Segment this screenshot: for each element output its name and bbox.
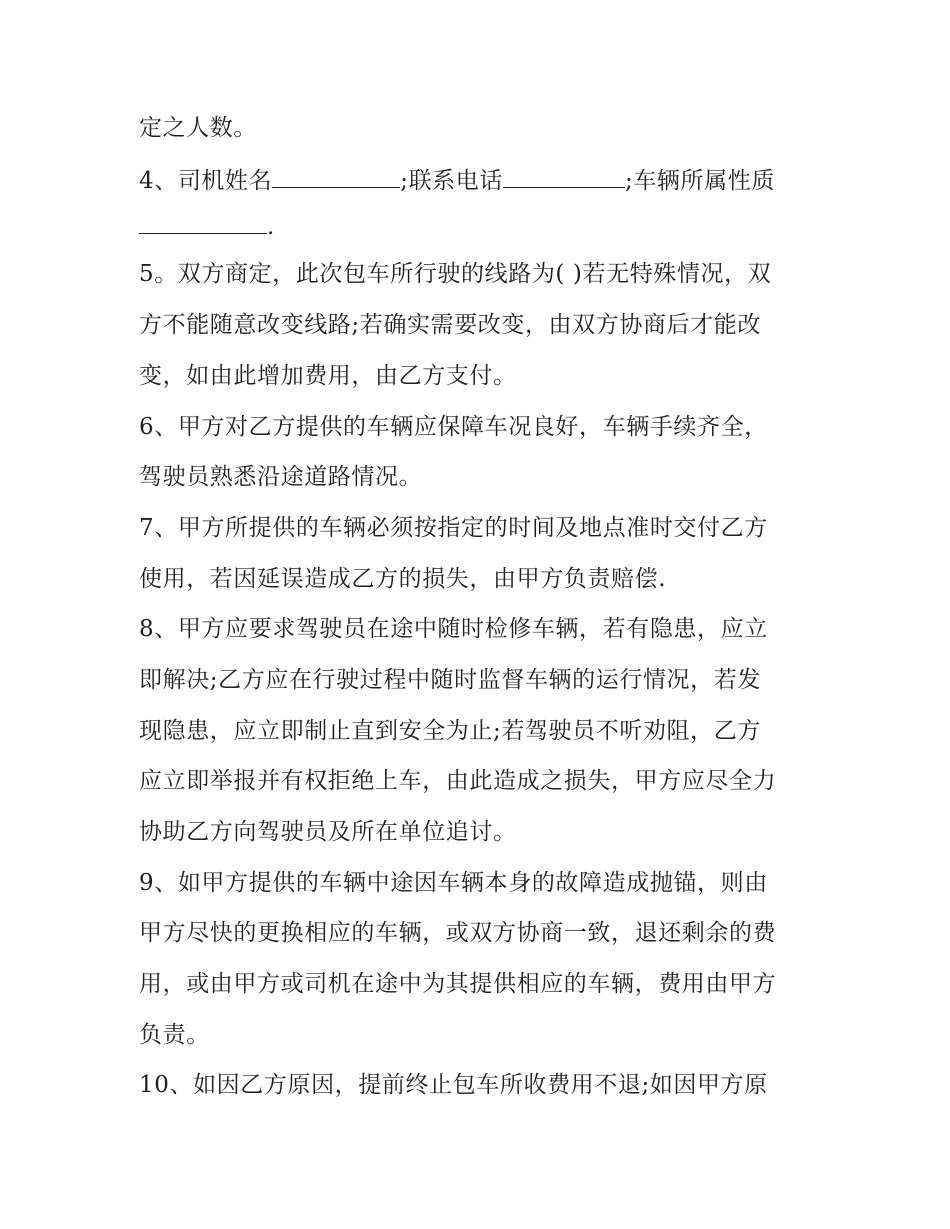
text-line: 即解决;乙方应在行驶过程中随时监督车辆的运行情况，若发	[139, 667, 761, 693]
driver-name-label: 4、司机姓名	[139, 168, 273, 194]
text-line: 应立即举报并有权拒绝上车，由此造成之损失，甲方应尽全力	[139, 768, 777, 794]
text-line: 8、甲方应要求驾驶员在途中随时检修车辆，若有隐患，应立	[139, 616, 768, 642]
text-line: 驾驶员熟悉沿途道路情况。	[139, 464, 423, 490]
text-line: 负责。	[139, 1022, 210, 1048]
vehicle-ownership-blank[interactable]	[139, 209, 267, 234]
text-line: 7、甲方所提供的车辆必须按指定的时间及地点准时交付乙方	[139, 515, 768, 541]
text-line: 6、甲方对乙方提供的车辆应保障车况良好，车辆手续齐全，	[139, 414, 768, 440]
text-line: 现隐患，应立即制止直到安全为止;若驾驶员不听劝阻，乙方	[139, 718, 761, 744]
contact-phone-blank[interactable]	[503, 163, 625, 188]
driver-name-blank[interactable]	[272, 163, 400, 188]
period-text: .	[267, 214, 275, 240]
vehicle-ownership-line	[139, 209, 275, 243]
text-line: 甲方尽快的更换相应的车辆，或双方协商一致，退还剩余的费	[139, 920, 777, 946]
vehicle-ownership-label: ;车辆所属性质	[624, 168, 775, 194]
text-line: 协助乙方向驾驶员及所在单位追讨。	[139, 819, 517, 845]
driver-info-line	[139, 163, 775, 197]
text-line: 定之人数。	[139, 115, 257, 141]
text-line: 方不能随意改变线路;若确实需要改变，由双方协商后才能改	[139, 312, 761, 338]
text-line: 使用，若因延误造成乙方的损失，由甲方负责赔偿.	[139, 566, 667, 592]
text-line: 10、如因乙方原因，提前终止包车所收费用不退;如因甲方原	[139, 1072, 768, 1098]
text-line: 9、如甲方提供的车辆中途因车辆本身的故障造成抛锚，则由	[139, 870, 768, 896]
text-line: 5。双方商定，此次包车所行驶的线路为( )若无特殊情况，双	[139, 261, 772, 287]
contact-phone-label: ;联系电话	[400, 168, 503, 194]
text-line: 用，或由甲方或司机在途中为其提供相应的车辆，费用由甲方	[139, 971, 777, 997]
text-line: 变，如由此增加费用，由乙方支付。	[139, 363, 517, 389]
